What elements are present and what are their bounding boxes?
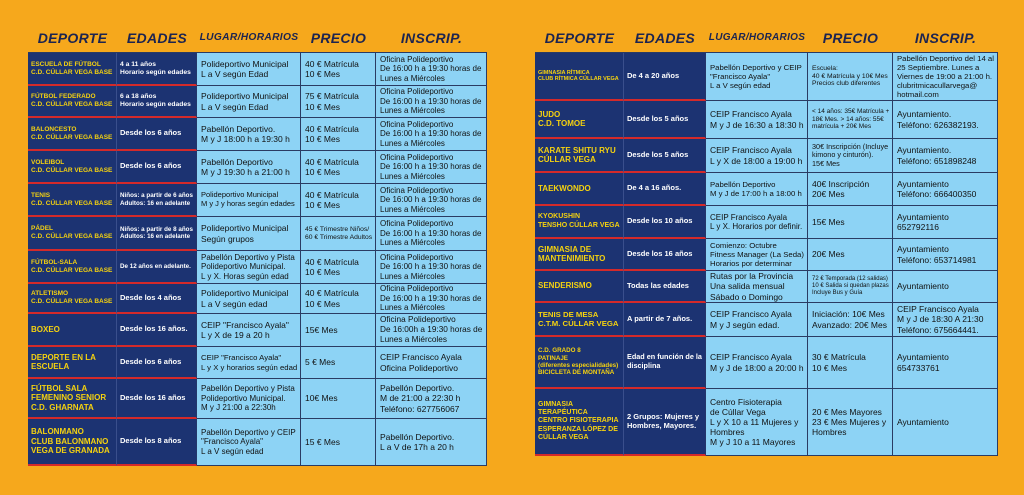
deporte-text: KARATE SHITU RYU CÚLLAR VEGA <box>538 145 616 164</box>
header-row <box>28 26 487 50</box>
inscripcion-cell <box>893 53 998 101</box>
inscripcion-cell <box>893 101 998 139</box>
precio-cell <box>808 206 893 239</box>
lugar-horarios-text: Pabellón Deportivo M y J 19:30 h a 21:00 h <box>201 156 290 177</box>
deporte-text: GIMNASIA TERAPÉUTICA CENTRO FISIOTERAPIA ESPERANZA LÓPEZ DE CÚLLAR VEGA <box>538 400 619 441</box>
edades-text: De 4 a 16 años. <box>627 183 682 193</box>
deporte-text: TENIS C.D. CÚLLAR VEGA BASE <box>31 191 113 207</box>
precio-text: 10€ Mes <box>305 393 338 404</box>
deporte-cell <box>28 53 117 86</box>
edades-text: Desde los 16 años <box>627 248 693 258</box>
lugar-horarios-cell <box>706 206 808 239</box>
lugar-horarios-text: Rutas por la Provincia Una salida mensual Sábado o Domingo <box>710 271 794 302</box>
lugar-horarios-cell <box>197 284 301 314</box>
inscripcion-text: Pabellón Deportivo del 14 al 25 Septiembre. Lunes a Viernes de 19:00 a 21:00 h. clubritmicacullarvega@ hotmail.com <box>897 53 994 100</box>
inscripcion-text: Pabellón Deportivo. M de 21:00 a 22:30 h Teléfono: 627756067 <box>380 383 461 414</box>
inscripcion-cell <box>376 118 487 151</box>
header-deporte <box>28 26 117 50</box>
header-inscripcion-label: INSCRIP. <box>400 29 463 46</box>
header-precio <box>808 26 893 50</box>
precio-text: 72 € Temporada (12 salidas) 10 € Salida si quedan plazas Incluye Bus y Guía <box>812 275 889 297</box>
edades-cell <box>117 217 197 251</box>
deporte-cell <box>535 206 624 239</box>
precio-text: 5 € Mes <box>305 357 336 368</box>
activity-row <box>28 284 487 314</box>
edades-text: Desde los 6 años <box>120 128 182 138</box>
lugar-horarios-cell <box>197 347 301 379</box>
inscripcion-text: Oficina Polideportivo De 16:00 h a 19:30 horas de Lunes a Miércoles <box>380 54 482 83</box>
header-lugar-horarios <box>197 26 301 50</box>
precio-text: Iniciación: 10€ Mes Avanzado: 20€ Mes <box>812 309 887 330</box>
deporte-text: JUDO C.D. TOMOE <box>538 109 586 128</box>
precio-cell <box>808 173 893 206</box>
left-activities-table <box>28 26 487 466</box>
edades-text: Desde los 5 años <box>627 149 689 159</box>
inscripcion-cell <box>376 379 487 419</box>
deporte-text: ESCUELA DE FÚTBOL C.D. CÚLLAR VEGA BASE <box>31 60 113 76</box>
lugar-horarios-cell <box>706 101 808 139</box>
activity-row <box>28 314 487 347</box>
inscripcion-cell <box>376 284 487 314</box>
lugar-horarios-text: Pabellón Deportivo M y J de 17:00 h a 18:00 h <box>710 179 802 198</box>
deporte-text: PÁDEL C.D. CÚLLAR VEGA BASE <box>31 225 113 240</box>
edades-text: A partir de 7 años. <box>627 313 693 323</box>
lugar-horarios-cell <box>197 86 301 118</box>
precio-text: 40 € Matrícula 10 € Mes <box>305 156 359 177</box>
precio-cell <box>808 271 893 303</box>
header-deporte <box>535 26 624 50</box>
inscripcion-cell <box>376 314 487 347</box>
header-inscripcion <box>376 26 487 50</box>
precio-cell <box>808 101 893 139</box>
deporte-text: DEPORTE EN LA ESCUELA <box>31 352 96 371</box>
activity-row <box>28 53 487 86</box>
precio-text: 45 € Trimestre Niños/ 60 € Trimestre Adultos <box>305 225 373 241</box>
precio-cell <box>808 53 893 101</box>
activity-row <box>535 101 998 139</box>
inscripcion-cell <box>376 184 487 217</box>
inscripcion-cell <box>893 239 998 271</box>
activity-row <box>28 347 487 379</box>
activity-row <box>535 173 998 206</box>
edades-text: Niños: a partir de 8 años Adultos: 16 en adelante <box>120 225 193 240</box>
edades-text: Desde los 5 años <box>627 113 689 123</box>
inscripcion-text: Oficina Polideportivo De 16:00 h a 19:30 horas de Lunes a Miércoles <box>380 87 482 116</box>
precio-cell <box>808 139 893 173</box>
deporte-cell <box>28 86 117 118</box>
lugar-horarios-cell <box>197 53 301 86</box>
lugar-horarios-text: CEIP Francisco Ayala M y J según edad. <box>710 309 792 330</box>
lugar-horarios-cell <box>706 303 808 337</box>
header-edades-label: EDADES <box>126 29 188 46</box>
edades-cell <box>624 303 706 337</box>
inscripcion-cell <box>376 151 487 184</box>
deporte-text: VOLEIBOL C.D. CÚLLAR VEGA BASE <box>31 158 113 174</box>
activity-row <box>28 379 487 419</box>
inscripcion-text: Oficina Polideportivo De 16:00 h a 19:30 horas de Lunes a Miércoles <box>380 152 482 181</box>
precio-cell <box>301 251 376 284</box>
lugar-horarios-cell <box>706 139 808 173</box>
edades-cell <box>117 151 197 184</box>
lugar-horarios-cell <box>706 239 808 271</box>
precio-text: 20€ Mes <box>812 249 845 260</box>
inscripcion-text: Oficina Polideportivo De 16:00 h a 19:30 horas de Lunes a Miércoles <box>380 119 482 148</box>
activity-row <box>535 337 998 389</box>
activity-row <box>535 206 998 239</box>
edades-cell <box>624 389 706 456</box>
activity-row <box>535 139 998 173</box>
header-edades <box>624 26 706 50</box>
inscripcion-cell <box>893 337 998 389</box>
lugar-horarios-cell <box>706 337 808 389</box>
deporte-cell <box>28 151 117 184</box>
inscripcion-text: Oficina Polideportivo De 16:00 h a 19:30 horas de Lunes a Miércoles <box>380 185 482 214</box>
deporte-cell <box>535 303 624 337</box>
edades-text: 4 a 11 años Horario según edades <box>120 60 191 76</box>
edades-cell <box>117 314 197 347</box>
edades-text: Todas las edades <box>627 280 689 290</box>
precio-text: 15€ Mes <box>305 324 338 335</box>
inscripcion-cell <box>376 217 487 251</box>
inscripcion-text: Oficina Polideportivo De 16:00 h a 19:30 horas de Lunes a Miércoles <box>380 252 482 281</box>
lugar-horarios-text: Pabellón Deportivo. M y J 18:00 h a 19:30 h <box>201 123 290 144</box>
inscripcion-cell <box>376 419 487 466</box>
lugar-horarios-cell <box>197 184 301 217</box>
deporte-cell <box>535 173 624 206</box>
activity-row <box>28 419 487 466</box>
inscripcion-cell <box>893 206 998 239</box>
precio-cell <box>301 419 376 466</box>
edades-text: Desde los 8 años <box>120 436 182 446</box>
lugar-horarios-cell <box>706 173 808 206</box>
deporte-text: C.D. GRADO 8 PATINAJE (diferentes especialidades) BICICLETA DE MONTAÑA <box>538 347 619 377</box>
activity-row <box>535 53 998 101</box>
edades-text: Desde los 4 años <box>120 292 182 302</box>
edades-cell <box>117 86 197 118</box>
edades-cell <box>624 101 706 139</box>
lugar-horarios-cell <box>197 251 301 284</box>
precio-text: 40 € Matrícula 10 € Mes <box>305 123 359 144</box>
precio-cell <box>301 314 376 347</box>
precio-text: 40€ Inscripción 20€ Mes <box>812 178 870 199</box>
activity-row <box>28 86 487 118</box>
precio-cell <box>301 86 376 118</box>
precio-cell <box>301 118 376 151</box>
inscripcion-text: CEIP Francisco Ayala Oficina Polideportivo <box>380 352 462 373</box>
edades-text: Desde los 6 años <box>120 161 182 171</box>
deporte-text: FÚTBOL-SALA C.D. CÚLLAR VEGA BASE <box>31 258 113 274</box>
lugar-horarios-text: Pabellón Deportivo y CEIP "Francisco Ayala" L a V según edad <box>201 427 296 456</box>
edades-text: Desde los 16 años <box>120 392 186 402</box>
deporte-text: FÚTBOL SALA FEMENINO SENIOR C.D. GHARNATA <box>31 383 107 412</box>
activity-row <box>28 118 487 151</box>
inscripcion-cell <box>376 53 487 86</box>
deporte-cell <box>28 347 117 379</box>
inscripcion-cell <box>893 389 998 456</box>
activity-row <box>535 239 998 271</box>
lugar-horarios-cell <box>197 151 301 184</box>
inscripcion-text: Ayuntamiento <box>897 281 949 292</box>
deporte-cell <box>28 217 117 251</box>
precio-text: 15 € Mes <box>305 436 340 447</box>
edades-cell <box>117 118 197 151</box>
header-precio-label: PRECIO <box>822 29 879 46</box>
inscripcion-cell <box>893 139 998 173</box>
inscripcion-cell <box>376 86 487 118</box>
inscripcion-text: Oficina Polideportivo De 16:00 h a 19:30 horas de Lunes a Miércoles <box>380 284 482 313</box>
inscripcion-text: Ayuntamiento. Teléfono: 626382193. <box>897 109 979 130</box>
lugar-horarios-text: Pabellón Deportivo y Pista Polideportivo Municipal. M y J 21:00 a 22:30h <box>201 384 295 413</box>
inscripcion-cell <box>893 173 998 206</box>
header-row <box>535 26 998 50</box>
inscripcion-cell <box>376 347 487 379</box>
header-deporte-label: DEPORTE <box>37 29 108 46</box>
edades-cell <box>624 271 706 303</box>
edades-cell <box>117 53 197 86</box>
precio-cell <box>301 347 376 379</box>
precio-text: 40 € Matrícula 10 € Mes <box>305 288 359 309</box>
inscripcion-text: Oficina Polideportivo De 16:00 h a 19:30 horas de Lunes a Miércoles <box>380 219 482 248</box>
header-precio-label: PRECIO <box>310 29 367 46</box>
inscripcion-cell <box>893 271 998 303</box>
edades-cell <box>117 284 197 314</box>
deporte-text: ATLETISMO C.D. CÚLLAR VEGA BASE <box>31 290 113 305</box>
edades-cell <box>624 239 706 271</box>
edades-text: De 12 años en adelante. <box>120 262 191 270</box>
lugar-horarios-text: CEIP "Francisco Ayala" L y X y horarios según edad <box>201 353 298 372</box>
lugar-horarios-cell <box>706 53 808 101</box>
header-lugar-horarios-label: LUGAR/HORARIOS <box>708 32 806 44</box>
precio-text: Escuela: 40 € Matrícula y 10€ Mes Precios club diferentes <box>812 64 888 88</box>
edades-cell <box>117 347 197 379</box>
precio-cell <box>301 151 376 184</box>
edades-text: Desde los 16 años. <box>120 324 188 334</box>
inscripcion-text: Ayuntamiento Teléfono: 653714981 <box>897 244 977 265</box>
deporte-text: BALONMANO CLUB BALONMANO VEGA DE GRANADA <box>31 427 110 456</box>
inscripcion-text: CEIP Francisco Ayala M y J de 18:30 A 21:30 Teléfono: 675664441. <box>897 304 984 335</box>
activity-row <box>28 184 487 217</box>
table-body <box>28 52 487 466</box>
inscripcion-text: Ayuntamiento Teléfono: 666400350 <box>897 178 977 199</box>
inscripcion-text: Oficina Polideportivo De 16:00h a 19:30 horas de Lunes a Miércoles <box>380 315 483 344</box>
lugar-horarios-text: Pabellón Deportivo y Pista Polideportivo Municipal. L y X. Horas según edad <box>201 252 295 281</box>
activity-row <box>28 217 487 251</box>
deporte-cell <box>28 379 117 419</box>
lugar-horarios-cell <box>197 379 301 419</box>
deporte-cell <box>535 239 624 271</box>
edades-text: Edad en función de la disciplina <box>627 352 702 370</box>
precio-text: 15€ Mes <box>812 216 845 227</box>
inscripcion-cell <box>376 251 487 284</box>
header-inscripcion <box>893 26 998 50</box>
edades-text: Niños: a partir de 6 años Adultos: 16 en adelante <box>120 192 193 207</box>
header-deporte-label: DEPORTE <box>544 29 615 46</box>
deporte-cell <box>535 337 624 389</box>
deporte-cell <box>28 419 117 466</box>
lugar-horarios-cell <box>197 217 301 251</box>
activity-row <box>28 251 487 284</box>
deporte-cell <box>535 271 624 303</box>
lugar-horarios-text: Comienzo: Octubre Fitness Manager (La Seda) Horarios por determinar <box>710 240 804 269</box>
edades-text: Desde los 6 años <box>120 356 182 366</box>
lugar-horarios-text: Polideportivo Municipal L a V según Edad <box>201 58 289 79</box>
edades-text: 2 Grupos: Mujeres y Hombres, Mayores. <box>627 411 700 430</box>
lugar-horarios-text: CEIP "Francisco Ayala" L y X de 19 a 20 h <box>201 319 289 340</box>
lugar-horarios-text: Polideportivo Municipal L a V según edad <box>201 288 289 309</box>
edades-cell <box>117 419 197 466</box>
precio-cell <box>808 389 893 456</box>
precio-text: 40 € Matrícula 10 € Mes <box>305 58 359 79</box>
lugar-horarios-text: CEIP Francisco Ayala M y J de 16:30 a 18:30 h <box>710 109 804 130</box>
edades-cell <box>117 379 197 419</box>
lugar-horarios-text: Pabellón Deportivo y CEIP "Francisco Ayala" L a V según edad <box>710 62 802 91</box>
deporte-text: FÚTBOL FEDERADO C.D. CÚLLAR VEGA BASE <box>31 93 113 108</box>
precio-cell <box>301 184 376 217</box>
precio-text: 30 € Matrícula 10 € Mes <box>812 352 866 373</box>
deporte-cell <box>535 101 624 139</box>
deporte-text: TAEKWONDO <box>538 183 591 193</box>
edades-text: 6 a 18 años Horario según edades <box>120 93 191 108</box>
edades-cell <box>624 337 706 389</box>
activity-row <box>535 271 998 303</box>
header-edades-label: EDADES <box>634 29 696 46</box>
deporte-cell <box>535 53 624 101</box>
header-edades <box>117 26 197 50</box>
right-activities-table <box>535 26 998 456</box>
header-precio <box>301 26 376 50</box>
inscripcion-cell <box>893 303 998 337</box>
inscripcion-text: Pabellón Deportivo. L a V de 17h a 20 h <box>380 431 455 452</box>
precio-cell <box>808 303 893 337</box>
deporte-text: GIMNASIA DE MANTENIMIENTO <box>538 244 606 263</box>
deporte-text: GIMNASIA RÍTMICA CLUB RÍTMICA CÚLLAR VEGA <box>538 69 619 82</box>
deporte-cell <box>535 139 624 173</box>
lugar-horarios-text: CEIP Francisco Ayala M y J de 18:00 a 20:00 h <box>710 352 804 373</box>
deporte-text: KYOKUSHIN TENSHO CÚLLAR VEGA <box>538 213 620 229</box>
deporte-cell <box>28 184 117 217</box>
edades-text: De 4 a 20 años <box>627 70 680 80</box>
inscripcion-text: Ayuntamiento 652792116 <box>897 211 949 232</box>
precio-cell <box>301 217 376 251</box>
lugar-horarios-cell <box>706 271 808 303</box>
precio-cell <box>808 239 893 271</box>
precio-cell <box>301 379 376 419</box>
precio-text: < 14 años: 35€ Matrícula + 18€ Mes. > 14 años: 55€ matrícula + 20€ Mes <box>812 108 890 131</box>
inscripcion-text: Ayuntamiento. Teléfono: 651898248 <box>897 145 977 166</box>
lugar-horarios-cell <box>197 419 301 466</box>
lugar-horarios-text: Polideportivo Municipal L a V según Edad <box>201 91 289 112</box>
edades-cell <box>117 251 197 284</box>
precio-cell <box>301 284 376 314</box>
precio-cell <box>301 53 376 86</box>
lugar-horarios-cell <box>197 118 301 151</box>
inscripcion-text: Ayuntamiento 654733761 <box>897 352 949 373</box>
precio-text: 40 € Matrícula 10 € Mes <box>305 256 359 277</box>
precio-cell <box>808 337 893 389</box>
edades-text: Desde los 10 años <box>627 216 693 226</box>
inscripcion-text: Ayuntamiento <box>897 416 949 427</box>
edades-cell <box>624 206 706 239</box>
deporte-cell <box>28 284 117 314</box>
lugar-horarios-text: Polideportivo Municipal Según grupos <box>201 223 289 244</box>
deporte-cell <box>28 251 117 284</box>
header-lugar-horarios <box>706 26 808 50</box>
header-lugar-horarios-label: LUGAR/HORARIOS <box>199 31 299 43</box>
deporte-text: TENIS DE MESA C.T.M. CÚLLAR VEGA <box>538 309 619 328</box>
lugar-horarios-cell <box>706 389 808 456</box>
edades-cell <box>117 184 197 217</box>
activity-row <box>535 303 998 337</box>
activity-row <box>535 389 998 456</box>
deporte-text: BALONCESTO C.D. CÚLLAR VEGA BASE <box>31 125 113 141</box>
header-inscripcion-label: INSCRIP. <box>914 29 977 46</box>
precio-text: 40 € Matrícula 10 € Mes <box>305 189 359 210</box>
deporte-cell <box>28 314 117 347</box>
deporte-text: SENDERISMO <box>538 281 592 291</box>
lugar-horarios-text: Polideportivo Municipal M y J y horas según edades <box>201 190 295 208</box>
edades-cell <box>624 173 706 206</box>
precio-text: 75 € Matrícula 10 € Mes <box>305 91 359 112</box>
deporte-cell <box>535 389 624 456</box>
lugar-horarios-text: CEIP Francisco Ayala L y X. Horarios por definir. <box>710 212 803 231</box>
table-body <box>535 52 998 456</box>
lugar-horarios-text: Centro Fisioterapia de Cúllar Vega L y X 10 a 11 Mujeres y Hombres M y J 10 a 11 Mayores <box>710 396 799 448</box>
precio-text: 20 € Mes Mayores 23 € Mes Mujeres y Hombres <box>812 406 887 437</box>
precio-text: 30€ Inscripción (Incluye kimono y cinturón). 15€ Mes <box>812 141 889 168</box>
deporte-text: BOXEO <box>31 324 60 334</box>
deporte-cell <box>28 118 117 151</box>
edades-cell <box>624 53 706 101</box>
lugar-horarios-text: CEIP Francisco Ayala L y X de 18:00 a 19:00 h <box>710 145 803 166</box>
lugar-horarios-cell <box>197 314 301 347</box>
edades-cell <box>624 139 706 173</box>
activity-row <box>28 151 487 184</box>
